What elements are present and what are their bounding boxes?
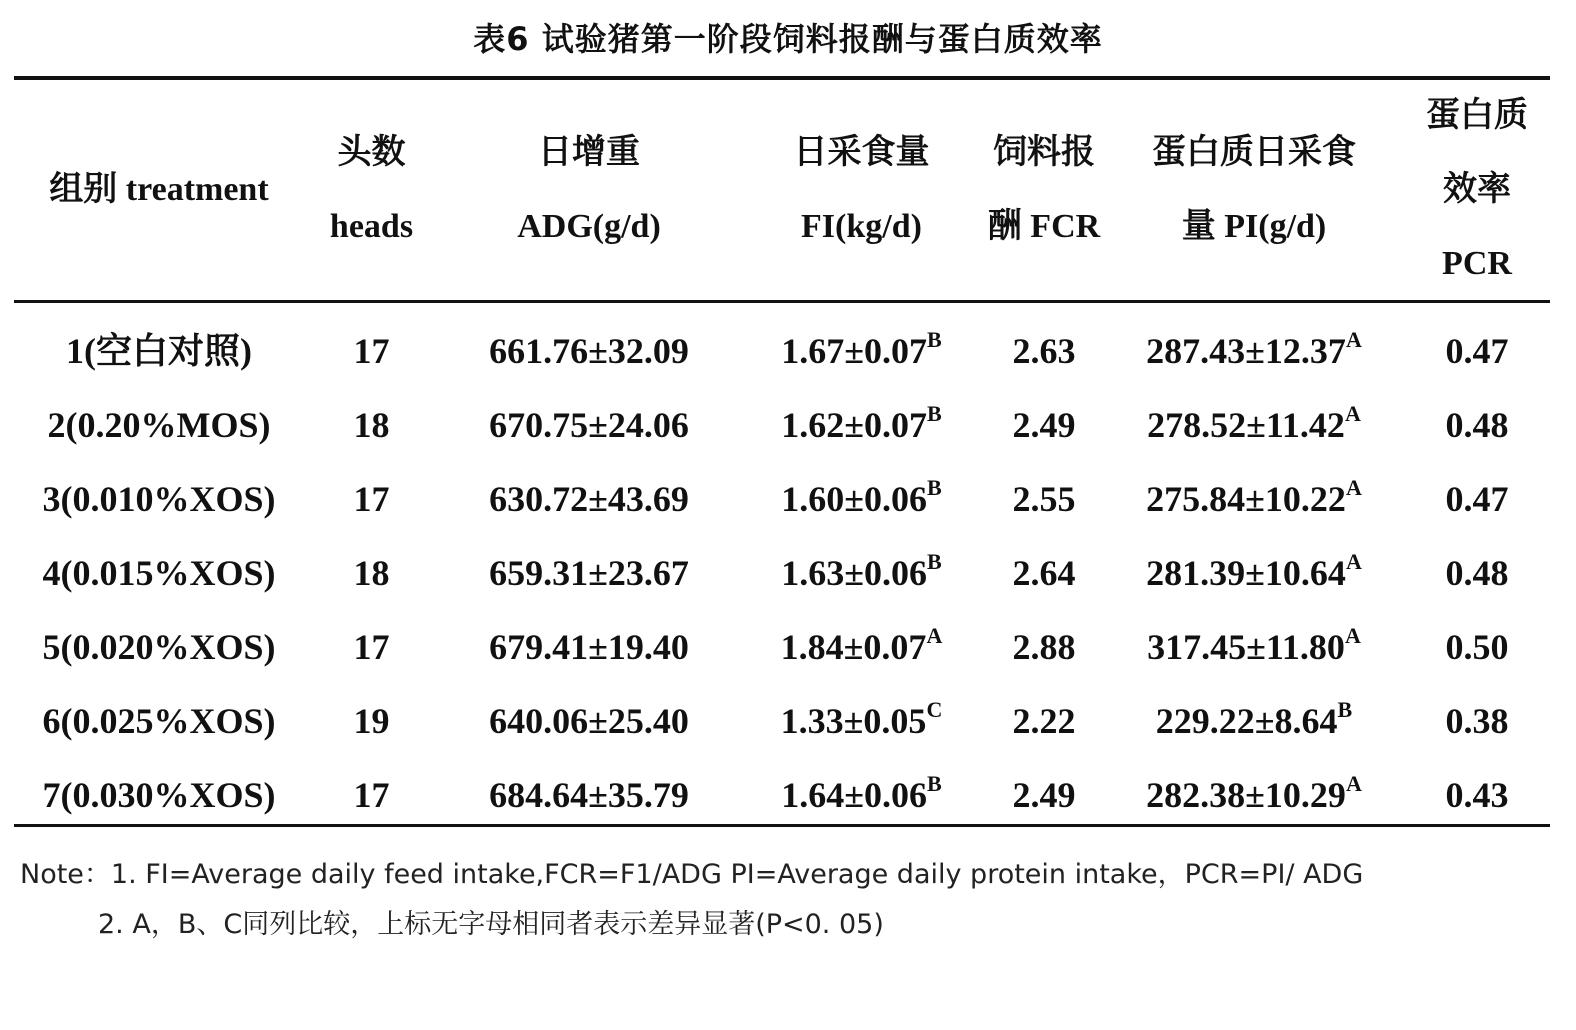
cell-pi-superscript: B xyxy=(1337,697,1353,722)
table-top-rule xyxy=(14,76,1550,80)
cell-fi-value: 1.33±0.05 xyxy=(780,701,927,741)
cell-pcr: 0.48 xyxy=(1445,553,1509,593)
cell-fi-value: 1.84±0.07 xyxy=(780,627,927,667)
cell-pi xyxy=(1104,314,1404,388)
cell-adg: 659.31±23.67 xyxy=(489,553,689,593)
cell-pi-superscript: A xyxy=(1345,327,1362,352)
cell-fi-superscript: C xyxy=(926,697,943,722)
cell-fi-superscript: B xyxy=(927,401,942,426)
header-pcr xyxy=(1404,82,1550,298)
cell-fi xyxy=(739,758,984,832)
cell-pi xyxy=(1104,758,1404,832)
cell-pi-value: 317.45±11.80 xyxy=(1147,627,1345,667)
header-pcr-line-1: 蛋白质 xyxy=(1426,97,1528,134)
cell-pi-superscript: A xyxy=(1344,623,1361,648)
cell-pcr: 0.43 xyxy=(1445,775,1509,815)
cell-group: 2(0.20%MOS) xyxy=(47,405,271,445)
table-row xyxy=(14,314,1550,388)
cell-pi xyxy=(1104,462,1404,536)
cell-fcr: 2.88 xyxy=(1012,627,1076,667)
cell-fi xyxy=(739,314,984,388)
cell-pi-superscript: A xyxy=(1344,401,1361,426)
cell-heads: 17 xyxy=(353,627,390,667)
header-fcr-line-2: 酬 FCR xyxy=(987,208,1101,245)
cell-group: 3(0.010%XOS) xyxy=(42,479,276,519)
table-row xyxy=(14,610,1550,684)
cell-group: 4(0.015%XOS) xyxy=(42,553,276,593)
header-fi xyxy=(739,82,984,298)
cell-fi-value: 1.64±0.06 xyxy=(781,775,928,815)
header-heads-line-2: heads xyxy=(329,208,414,245)
cell-heads: 17 xyxy=(353,479,390,519)
header-group xyxy=(14,82,304,298)
cell-fi xyxy=(739,388,984,462)
table-note-2: 2. A，B、C同列比较，上标无字母相同者表示差异显著(P<0. 05) xyxy=(98,909,884,940)
cell-pcr: 0.38 xyxy=(1445,701,1509,741)
table-header-rule xyxy=(14,300,1550,303)
cell-fi-superscript: A xyxy=(926,623,943,648)
cell-fi-superscript: B xyxy=(927,771,942,796)
cell-pi xyxy=(1104,684,1404,758)
cell-fi xyxy=(739,684,984,758)
cell-pi-superscript: A xyxy=(1345,475,1362,500)
header-pcr-line-2: 效率 xyxy=(1443,171,1511,208)
cell-pi-value: 275.84±10.22 xyxy=(1146,479,1346,519)
cell-pi-value: 229.22±8.64 xyxy=(1155,701,1338,741)
cell-adg: 684.64±35.79 xyxy=(489,775,689,815)
cell-fcr: 2.22 xyxy=(1012,701,1076,741)
cell-heads: 18 xyxy=(353,553,390,593)
cell-group: 7(0.030%XOS) xyxy=(42,775,276,815)
cell-adg: 640.06±25.40 xyxy=(489,701,689,741)
header-fi-line-2: FI(kg/d) xyxy=(801,208,922,245)
cell-pi xyxy=(1104,536,1404,610)
table-row xyxy=(14,758,1550,832)
table-title: 表6 试验猪第一阶段饲料报酬与蛋白质效率 xyxy=(473,20,1103,58)
cell-fcr: 2.49 xyxy=(1012,775,1076,815)
cell-heads: 19 xyxy=(353,701,390,741)
header-adg-line-2: ADG(g/d) xyxy=(517,208,661,245)
header-adg xyxy=(439,82,739,298)
header-pi-line-2: 量 PI(g/d) xyxy=(1181,208,1327,245)
cell-pcr: 0.48 xyxy=(1445,405,1509,445)
table-row xyxy=(14,388,1550,462)
cell-group: 5(0.020%XOS) xyxy=(42,627,276,667)
cell-heads: 17 xyxy=(353,775,390,815)
cell-pi-superscript: A xyxy=(1345,549,1362,574)
cell-fi-value: 1.62±0.07 xyxy=(781,405,928,445)
cell-adg: 670.75±24.06 xyxy=(489,405,689,445)
cell-adg: 679.41±19.40 xyxy=(489,627,689,667)
cell-pi-superscript: A xyxy=(1345,771,1362,796)
table-bottom-rule xyxy=(14,824,1550,827)
table-row xyxy=(14,536,1550,610)
cell-fi xyxy=(739,610,984,684)
cell-fcr: 2.55 xyxy=(1012,479,1076,519)
cell-heads: 18 xyxy=(353,405,390,445)
cell-pcr: 0.47 xyxy=(1445,331,1509,371)
table-row xyxy=(14,462,1550,536)
cell-pcr: 0.47 xyxy=(1445,479,1509,519)
header-fcr xyxy=(984,82,1104,298)
table-header xyxy=(14,82,1550,298)
cell-pi-value: 278.52±11.42 xyxy=(1147,405,1345,445)
cell-pi xyxy=(1104,610,1404,684)
table-row xyxy=(14,684,1550,758)
cell-pi-value: 282.38±10.29 xyxy=(1146,775,1346,815)
header-heads xyxy=(304,82,439,298)
header-heads-line-1: 头数 xyxy=(337,134,406,171)
header-fi-line-1: 日采食量 xyxy=(793,134,930,171)
cell-adg: 630.72±43.69 xyxy=(489,479,689,519)
header-group-line-1: 组别 treatment xyxy=(49,171,269,208)
cell-pi-value: 287.43±12.37 xyxy=(1146,331,1346,371)
cell-fi-superscript: B xyxy=(927,475,942,500)
header-pcr-line-3: PCR xyxy=(1442,245,1512,282)
cell-fi-value: 1.67±0.07 xyxy=(781,331,928,371)
cell-group: 6(0.025%XOS) xyxy=(42,701,276,741)
cell-adg: 661.76±32.09 xyxy=(489,331,689,371)
cell-fi xyxy=(739,536,984,610)
cell-fcr: 2.63 xyxy=(1012,331,1076,371)
cell-pcr: 0.50 xyxy=(1445,627,1509,667)
cell-pi-value: 281.39±10.64 xyxy=(1146,553,1346,593)
cell-pi xyxy=(1104,388,1404,462)
cell-group: 1(空白对照) xyxy=(66,331,252,371)
header-adg-line-1: 日增重 xyxy=(538,134,640,171)
table-body xyxy=(14,314,1550,832)
cell-heads: 17 xyxy=(353,331,390,371)
cell-fi-value: 1.60±0.06 xyxy=(781,479,928,519)
cell-fcr: 2.64 xyxy=(1012,553,1076,593)
cell-fi-value: 1.63±0.06 xyxy=(781,553,928,593)
header-pi-line-1: 蛋白质日采食 xyxy=(1152,134,1356,171)
cell-fi xyxy=(739,462,984,536)
table-note-1: Note：1. FI=Average daily feed intake,FCR=F1/ADG PI=Average daily protein intake，PCR=PI/ ADG xyxy=(20,859,1364,890)
cell-fi-superscript: B xyxy=(927,327,942,352)
header-fcr-line-1: 饲料报 xyxy=(993,134,1095,171)
header-pi xyxy=(1104,82,1404,298)
cell-fi-superscript: B xyxy=(927,549,942,574)
cell-fcr: 2.49 xyxy=(1012,405,1076,445)
